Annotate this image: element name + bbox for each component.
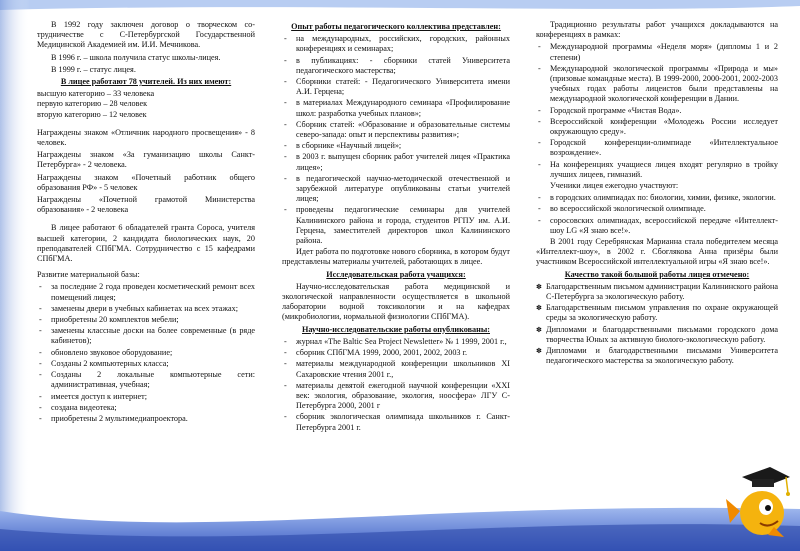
- graduate-fish-icon: [724, 463, 794, 543]
- column-1: [37, 20, 255, 425]
- list-item: - сборник экологическая олимпиада школьников г. Санкт-Петербурга 2001 г.: [282, 412, 510, 432]
- list-item: - в городских олимпиадах по: биологии, химии, физике, экологии.: [536, 193, 778, 203]
- list-item: - имеется доступ к интернет;: [37, 392, 255, 402]
- column-3: [536, 20, 778, 368]
- material-base-label: Развитие материальной базы:: [37, 270, 140, 280]
- staff-paragraph: В лицее работают 6 обладателей гранта Сороса, учителя высшей категории, 2 кандидата биологических наук, 20 преподавателей СПбГМА. Сотрудничество с 15 кафедрами СПбГМА.: [37, 223, 255, 264]
- list-item: - за последние 2 года проведен косметический ремонт всех помещений лицея;: [37, 282, 255, 302]
- conferences-intro: Традиционно результаты работ учащихся докладываются на конференциях в рамках:: [536, 20, 778, 40]
- award-line: Награждены знаком «Отличник народного просвещения» - 8 человек.: [37, 127, 255, 148]
- bottom-wave-decoration: [0, 481, 800, 551]
- list-item: - журнал «The Baltic Sea Project Newsletter» № 1 1999, 2001 г.,: [282, 337, 510, 347]
- list-item: - Международной программы «Неделя моря» (дипломы 1 и 2 степени): [536, 42, 778, 62]
- list-item: - Созданы 2 компьютерных класса;: [37, 359, 255, 369]
- recognition-list: [536, 282, 778, 367]
- list-item: - Всероссийской конференции «Молодежь России исследует окружающую среду».: [536, 117, 778, 137]
- category-line-1: высшую категорию – 33 человека: [37, 89, 155, 99]
- list-item: - в публикациях: - сборники статей Университета педагогического мастерства;: [282, 56, 510, 76]
- list-item: - сборник СПбГМА 1999, 2000, 2001, 2002, 2003 г.: [282, 348, 510, 358]
- history-paragraph-2: В 1996 г. – школа получила статус школы-лицея.: [51, 52, 221, 62]
- list-item: - материалы девятой ежегодной научной конференции «XXI век: экология, образование, экология, ноосфера» ЛГУ С-Петербурга 2000, 2001 г: [282, 381, 510, 412]
- list-item: - приобретены 20 комплектов мебели;: [37, 315, 255, 325]
- list-item: - Сборники статей: - Педагогического Университета имени А.И. Герцена;: [282, 77, 510, 97]
- history-paragraph-1: В 1992 году заключен договор о творческом со-трудничестве с С-Петербургской Государственной Медицинской Академией им. И.И. Мечникова.: [37, 20, 255, 50]
- publications-heading: Научно-исследовательские работы опубликованы:: [302, 324, 490, 334]
- list-item: - Созданы 2 локальные компьютерные сети: административная, учебная;: [37, 370, 255, 390]
- list-item: - приобретены 2 мультимедиапроектора.: [37, 414, 255, 424]
- conferences-list: [536, 42, 778, 180]
- award-line: Награждены «Почетной грамотой Министерства образования» - 2 человека: [37, 195, 255, 215]
- list-item: - обновлено звуковое оборудование;: [37, 348, 255, 358]
- list-item: - в сборнике «Научный лицей»;: [282, 141, 510, 151]
- list-item: - на международных, российских, городских, районных конференциях и семинарах;: [282, 34, 510, 54]
- list-item: ✽ Благодарственным письмом администрации Калининского района С-Петербурга за экологическую работу.: [536, 282, 778, 302]
- list-item: - в материалах Международного семинара «Профилирование школ: разработка учебных планов»;: [282, 98, 510, 118]
- publications-list: [282, 337, 510, 433]
- list-item: ✽ Дипломами и благодарственными письмами городского дома творчества Юных за активную биолого-экологическую работу.: [536, 325, 778, 345]
- experience-list: [282, 34, 510, 246]
- research-heading: Исследовательская работа учащихся:: [326, 269, 466, 279]
- new-collection-paragraph: Идет работа по подготовке нового сборника, в котором будут представлены материалы учителей, работающих в лицее.: [282, 247, 510, 267]
- list-item: - создана видеотека;: [37, 403, 255, 413]
- award-line: Награждены знаком «За гуманизацию школы Санкт-Петербурга» - 2 человека.: [37, 150, 255, 170]
- category-line-2: первую категорию – 28 человек: [37, 99, 148, 109]
- list-item: ✽ Дипломами и благодарственными письмами Университета педагогического мастерства за экологическую работу.: [536, 346, 778, 366]
- list-item: - Городской конференции-олимпиаде «Интеллектуальное возрождение».: [536, 138, 778, 158]
- award-line: Награждены знаком «Почетный работник общего образования РФ» - 5 человек: [37, 172, 255, 192]
- research-paragraph: Научно-исследовательская работа медицинской и экологической направленности осуществляется в школьной лаборатории водной токсикологии и на кафедрах (микробиологии, нормальной физиологии СПбГМА).: [282, 281, 510, 322]
- list-item: - заменены двери в учебных кабинетах на всех этажах;: [37, 304, 255, 314]
- column-2: [282, 20, 510, 434]
- history-paragraph-3: В 1999 г. – статус лицея.: [51, 64, 136, 74]
- recognition-heading: Качество такой большой работы лицея отмечено:: [564, 269, 750, 279]
- olympiad-intro: Ученики лицея ежегодно участвуют:: [550, 181, 679, 191]
- left-edge-decoration: [0, 0, 30, 551]
- list-item: - проведены педагогические семинары для учителей Калининского района и города, студентов РГПУ им. А.И. Герцена, заместителей директоров школ Калининского района.: [282, 205, 510, 246]
- list-item: - материалы международной конференции школьников XI Сахаровские чтения 2001 г.,: [282, 359, 510, 379]
- list-item: - Международной экологической программы «Природа и мы» (призовые командные места). В 1999-2000, 2000-2001, 2002-2003 учебных годах работы лицеистов были представлены на международной экологической конференции в Дании.: [536, 64, 778, 105]
- teachers-heading: В лицее работают 78 учителей. Из них имеют:: [60, 77, 232, 87]
- list-item: - в педагогической научно-методической отечественной и зарубежной литературе опубликованы статьи учителей лицея;: [282, 174, 510, 205]
- list-item: - во всероссийской экологической олимпиаде.: [536, 204, 778, 214]
- category-line-3: вторую категорию – 12 человек: [37, 109, 147, 119]
- list-item: - Сборник статей: «Образование и образовательные системы северо-запада: опыт и перспективы развития»;: [282, 120, 510, 140]
- list-item: - Городской программе «Чистая Вода».: [536, 106, 778, 116]
- list-item: - заменены классные доски на более современные (в ряде кабинетов);: [37, 326, 255, 346]
- material-base-list: [37, 282, 255, 424]
- list-item: - в 2003 г. выпущен сборник работ учителей лицея «Практика лицея»;: [282, 152, 510, 172]
- list-item: - соросовских олимпиадах, всероссийской передаче «Интеллект-шоу LG «Я знаю все!».: [536, 216, 778, 236]
- list-item: ✽ Благодарственным письмом управления по охране окружающей среды за экологическую работу.: [536, 303, 778, 323]
- winners-paragraph: В 2001 году Серебрянская Марианна стала победителем месяца «Интеллект-шоу», в 2002 г. Сбоглякова Анна призёры были участником Всероссийской интеллектуальной игры «Я знаю все!».: [536, 237, 778, 267]
- list-item: - На конференциях учащиеся лицея входят регулярно в тройку лучших лицеев, гимназий.: [536, 160, 778, 180]
- olympiad-list: [536, 193, 778, 236]
- experience-heading: Опыт работы педагогического коллектива представлен:: [291, 22, 501, 31]
